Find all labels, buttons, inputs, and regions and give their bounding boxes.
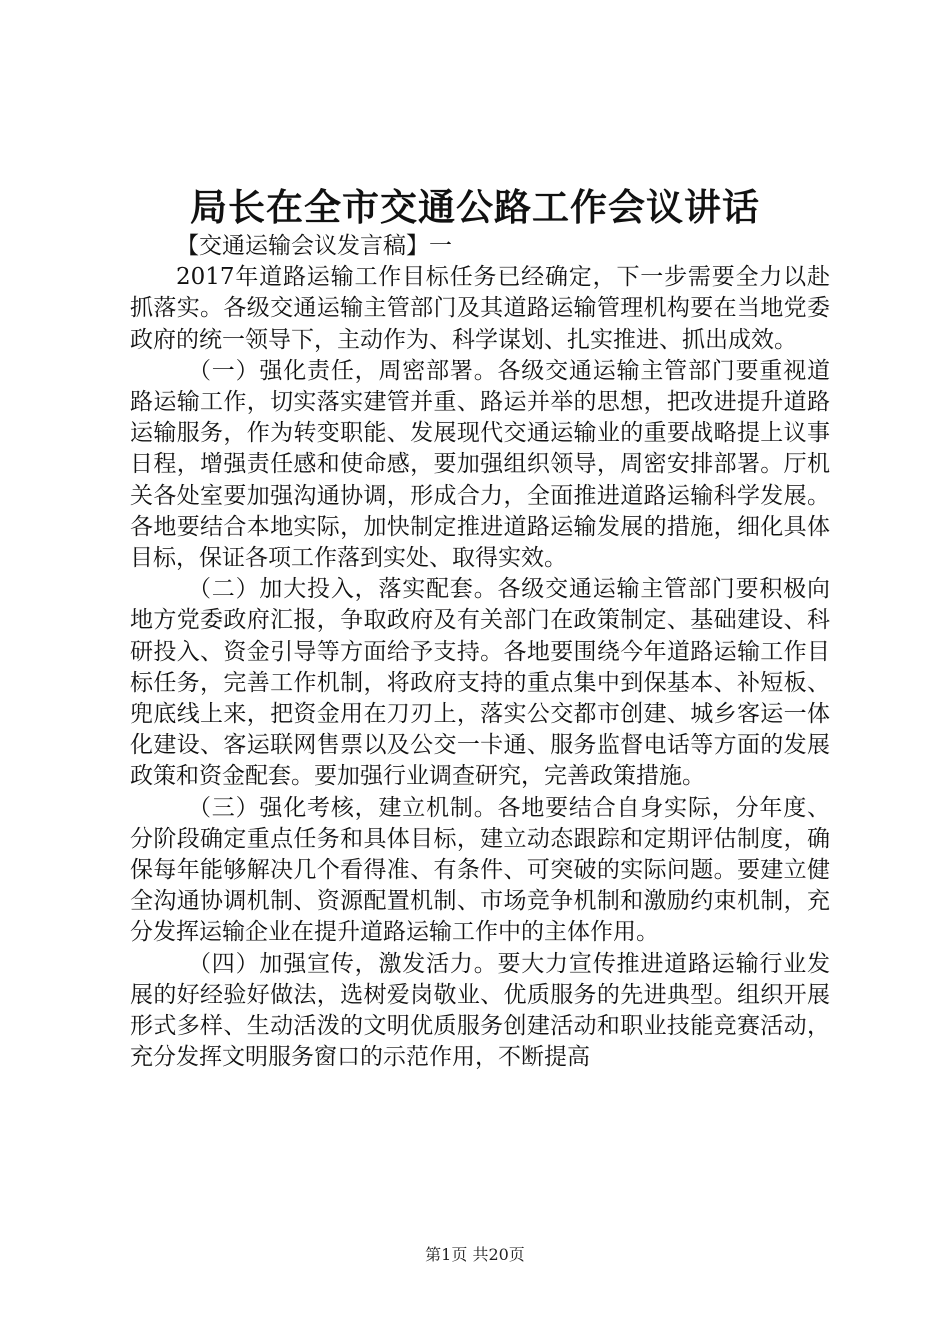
page-number-footer: 第1页 共20页 xyxy=(425,1245,525,1264)
document-body xyxy=(130,231,830,1073)
paragraph-intro: 2017年道路运输工作目标任务已经确定，下一步需要全力以赴抓落实。各级交通运输主管部门及其道路运输管理机构要在当地党委政府的统一领导下，主动作为、科学谋划、扎实推进、抓出成效。 xyxy=(130,264,830,353)
paragraph-section-2: （二）加大投入，落实配套。各级交通运输主管部门要积极向地方党委政府汇报，争取政府及有关部门在政策制定、基础建设、科研投入、资金引导等方面给予支持。各地要围绕今年道路运输工作目标任务，完善工作机制，将政府支持的重点集中到保基本、补短板、兜底线上来，把资金用在刀刃上，落实公交都市创建、城乡客运一体化建设、客运联网售票以及公交一卡通、服务监督电话等方面的发展政策和资金配套。要加强行业调查研究，完善政策措施。 xyxy=(130,576,830,790)
paragraph-section-4: （四）加强宣传，激发活力。要大力宣传推进道路运输行业发展的好经验好做法，选树爱岗敬业、优质服务的先进典型。组织开展形式多样、生动活泼的文明优质服务创建活动和职业技能竞赛活动，充分发挥文明服务窗口的示范作用，不断提高 xyxy=(130,950,830,1071)
paragraph-section-3: （三）强化考核，建立机制。各地要结合自身实际，分年度、分阶段确定重点任务和具体目标，建立动态跟踪和定期评估制度，确保每年能够解决几个看得准、有条件、可突破的实际问题。要建立健全沟通协调机制、资源配置机制、市场竞争机制和激励约束机制，充分发挥运输企业在提升道路运输工作中的主体作用。 xyxy=(130,794,830,946)
document-title: 局长在全市交通公路工作会议讲话 xyxy=(190,185,760,229)
paragraph-section-1: （一）强化责任，周密部署。各级交通运输主管部门要重视道路运输工作，切实落实建管并重、路运并举的思想，把改进提升道路运输服务，作为转变职能、发展现代交通运输业的重要战略提上议事日程，增强责任感和使命感，要加强组织领导，周密安排部署。厅机关各处室要加强沟通协调，形成合力，全面推进道路运输科学发展。各地要结合本地实际，加快制定推进道路运输发展的措施，细化具体目标，保证各项工作落到实处、取得实效。 xyxy=(130,357,830,572)
paragraph-source-tag: 【交通运输会议发言稿】一 xyxy=(176,233,452,259)
